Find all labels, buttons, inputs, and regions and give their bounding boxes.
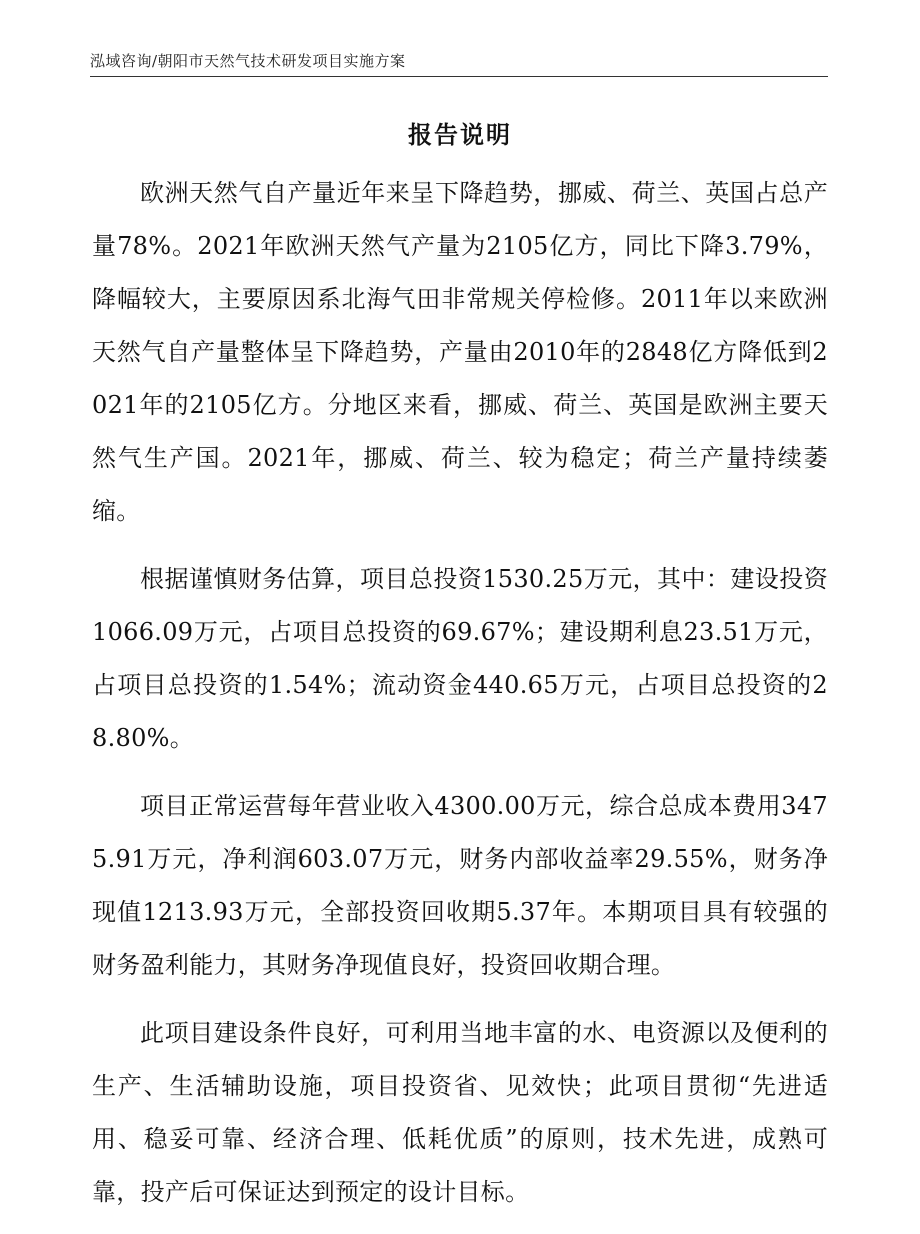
paragraph-project-conditions: 此项目建设条件良好，可利用当地丰富的水、电资源以及便利的生产、生活辅助设施，项目投资省、见效快；此项目贯彻“先进适用、稳妥可靠、经济合理、低耗优质”的原则，技术先进，成熟可靠，投产后可保证达到预定的设计目标。 [92,1019,828,1206]
page-title: 报告说明 [408,120,512,149]
paragraph-financial-returns: 项目正常运营每年营业收入4300.00万元，综合总成本费用3475.91万元，净利润603.07万元，财务内部收益率29.55%，财务净现值1213.93万元，全部投资回收期5.37年。本期项目具有较强的财务盈利能力，其财务净现值良好，投资回收期合理。 [92,792,828,979]
paragraph-investment-estimate: 根据谨慎财务估算，项目总投资1530.25万元，其中：建设投资1066.09万元，占项目总投资的69.67%；建设期利息23.51万元，占项目总投资的1.54%；流动资金440.65万元，占项目总投资的28.80%。 [92,565,828,752]
paragraph-market-overview: 欧洲天然气自产量近年来呈下降趋势，挪威、荷兰、英国占总产量78%。2021年欧洲天然气产量为2105亿方，同比下降3.79%，降幅较大，主要原因系北海气田非常规关停检修。2011年以来欧洲天然气自产量整体呈下降趋势，产量由2010年的2848亿方降低到2021年的2105亿方。分地区来看，挪威、荷兰、英国是欧洲主要天然气生产国。2021年，挪威、荷兰、较为稳定；荷兰产量持续萎缩。 [92,179,829,525]
header-divider [90,76,828,77]
report-body [92,167,828,1234]
running-header: 泓域咨询/朝阳市天然气技术研发项目实施方案 [90,52,406,70]
